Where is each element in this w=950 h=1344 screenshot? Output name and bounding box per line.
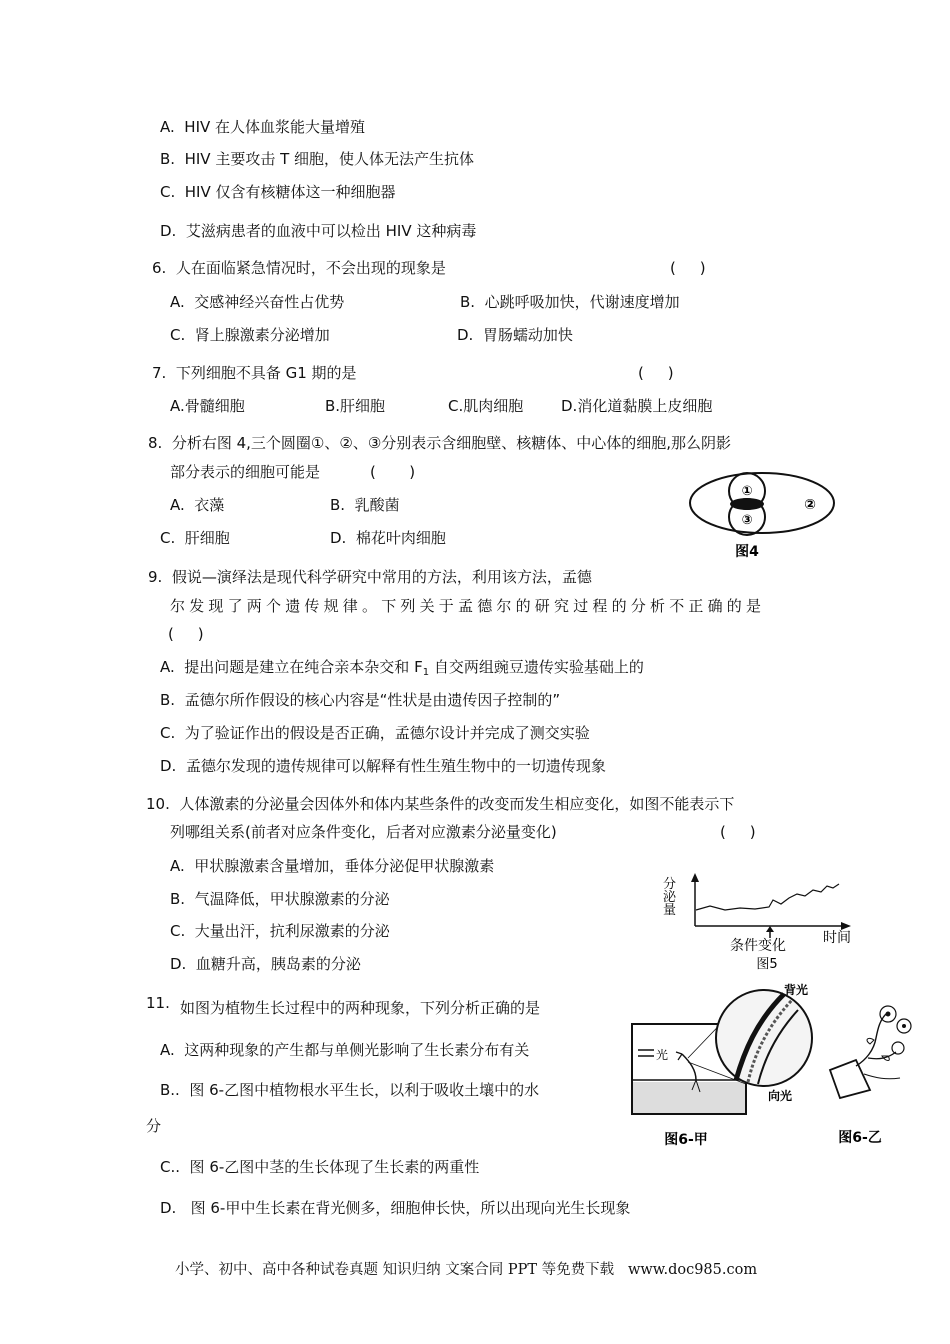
branch-stem	[868, 1052, 896, 1059]
q7-option-a: A.骨髓细胞	[170, 397, 245, 415]
q8-option-d: D. 棉花叶肉细胞	[330, 529, 446, 547]
soil	[633, 1082, 745, 1113]
q5-option-a: A. HIV 在人体血浆能大量增殖	[160, 118, 366, 136]
light-label: 光	[656, 1048, 669, 1062]
q10-stem: 10. 人体激素的分泌量会因体外和体内某些条件的改变而发生相应变化，如图不能表示下	[146, 795, 735, 813]
back-light-label: 背光	[784, 983, 809, 997]
q6-option-b: B. 心跳呼吸加快，代谢速度增加	[460, 293, 680, 311]
seedling-stem	[682, 1054, 696, 1080]
q11-option-d: D. 图 6-甲中生长素在背光侧多，细胞伸长快，所以出现向光生长现象	[160, 1199, 631, 1217]
q9-option-d: D. 孟德尔发现的遗传规律可以解释有性生殖生物中的一切遗传现象	[160, 757, 606, 775]
q5-option-b: B. HIV 主要攻击 T 细胞，使人体无法产生抗体	[160, 150, 475, 168]
q5-option-d: D. 艾滋病患者的血液中可以检出 HIV 这种病毒	[160, 222, 477, 240]
q8-stem: 8. 分析右图 4,三个圆圈①、②、③分别表示含细胞壁、核糖体、中心体的细胞,那么阴影	[148, 434, 732, 452]
q6-answer-bracket: ( )	[670, 259, 706, 277]
q8-stem-line2: 部分表示的细胞可能是	[170, 463, 321, 481]
y-axis-label-1: 分	[663, 877, 677, 892]
q9-stem: 9. 假说—演绎法是现代科学研究中常用的方法，利用该方法，孟德	[148, 568, 592, 586]
q11-option-b-continued: 分	[146, 1117, 162, 1135]
tipped-flower-pot	[830, 1060, 870, 1098]
leaf-1-icon	[867, 1038, 874, 1044]
q11-number: 11.	[146, 994, 170, 1012]
q6-option-c: C. 肾上腺激素分泌增加	[170, 326, 330, 344]
page-footer: 小学、初中、高中各种试卷真题 知识归纳 文案合同 PPT 等免费下载 www.doc985.com	[175, 1262, 758, 1278]
q9-option-a: A. 提出问题是建立在纯合亲本杂交和 $F_1$ 自交两组豌豆遗传实验基础上的	[160, 658, 644, 678]
q8-option-a: A. 衣藻	[170, 496, 225, 514]
q5-option-c: C. HIV 仅含有核糖体这一种细胞器	[160, 183, 396, 201]
q10-option-d: D. 血糖升高，胰岛素的分泌	[170, 955, 361, 973]
q7-option-d: D.消化道黏膜上皮细胞	[561, 397, 713, 415]
figure-6a-phototropism	[626, 982, 826, 1150]
q9-option-b: B. 孟德尔所作假设的核心内容是“性状是由遗传因子控制的”	[160, 691, 561, 709]
y-axis-label-3: 量	[663, 903, 677, 918]
q9-option-c: C. 为了验证作出的假设是否正确，孟德尔设计并完成了测交实验	[160, 724, 590, 742]
q10-answer-bracket: ( )	[720, 823, 756, 841]
q9-stem-line2: 尔发现了两个遗传规律。下列关于孟德尔的研究过程的分析不正确的是	[170, 597, 766, 615]
flower-1-center	[886, 1012, 891, 1017]
q8-option-b: B. 乳酸菌	[330, 496, 400, 514]
q10-option-a: A. 甲状腺激素含量增加，垂体分泌促甲状腺激素	[170, 857, 495, 875]
q10-option-c: C. 大量出汗，抗利尿激素的分泌	[170, 922, 390, 940]
circle-2-label: ②	[804, 497, 816, 513]
seedling-tip	[676, 1052, 682, 1060]
condition-arrow-icon	[766, 926, 774, 932]
q11-option-c: C.. 图 6-乙图中茎的生长体现了生长素的两重性	[160, 1158, 480, 1176]
q9-answer-bracket: ( )	[168, 625, 204, 643]
flower-2-center	[902, 1024, 906, 1028]
q8-answer-bracket: ( )	[370, 463, 416, 481]
toward-light-label: 向光	[768, 1089, 793, 1103]
q11-option-b: B.. 图 6-乙图中植物根水平生长，以利于吸收土壤中的水	[160, 1081, 540, 1099]
x-axis-arrow-icon	[841, 922, 851, 930]
flower-3-icon	[892, 1042, 904, 1054]
secretion-curve	[696, 884, 839, 910]
q10-option-b: B. 气温降低，甲状腺激素的分泌	[170, 890, 390, 908]
q7-answer-bracket: ( )	[638, 364, 674, 382]
q11-stem: 如图为植物生长过程中的两种现象，下列分析正确的是	[180, 999, 541, 1017]
figure-5-hormone-graph	[655, 870, 875, 974]
figure-4-caption: 图4	[735, 544, 759, 560]
q7-option-c: C.肌肉细胞	[448, 397, 524, 415]
q6-option-d: D. 胃肠蠕动加快	[457, 326, 573, 344]
horizontal-root	[864, 1074, 900, 1079]
x-axis-label: 时间	[823, 930, 851, 946]
q7-option-b: B.肝细胞	[325, 397, 386, 415]
shaded-overlap-region	[730, 498, 764, 510]
y-axis-arrow-icon	[691, 873, 699, 882]
y-axis-label-2: 泌	[663, 890, 677, 905]
figure-5-caption: 图5	[756, 957, 778, 972]
circle-1-label: ①	[741, 484, 753, 499]
q10-stem-line2: 列哪组关系(前者对应条件变化，后者对应激素分泌量变化)	[170, 823, 557, 841]
figure-6b-caption: 图6-乙	[838, 1130, 882, 1146]
figure-6a-caption: 图6-甲	[664, 1132, 708, 1148]
q8-option-c: C. 肝细胞	[160, 529, 230, 547]
q11-option-a: A. 这两种现象的产生都与单侧光影响了生长素分布有关	[160, 1041, 530, 1059]
condition-change-label: 条件变化	[730, 938, 786, 954]
figure-4-venn-diagram	[684, 468, 844, 560]
q7-stem: 7. 下列细胞不具备 G1 期的是	[152, 364, 357, 382]
q6-stem: 6. 人在面临紧急情况时，不会出现的现象是	[152, 259, 446, 277]
figure-6b-tipped-plant	[826, 1000, 922, 1150]
q6-option-a: A. 交感神经兴奋性占优势	[170, 293, 345, 311]
circle-3-label: ③	[741, 513, 753, 528]
